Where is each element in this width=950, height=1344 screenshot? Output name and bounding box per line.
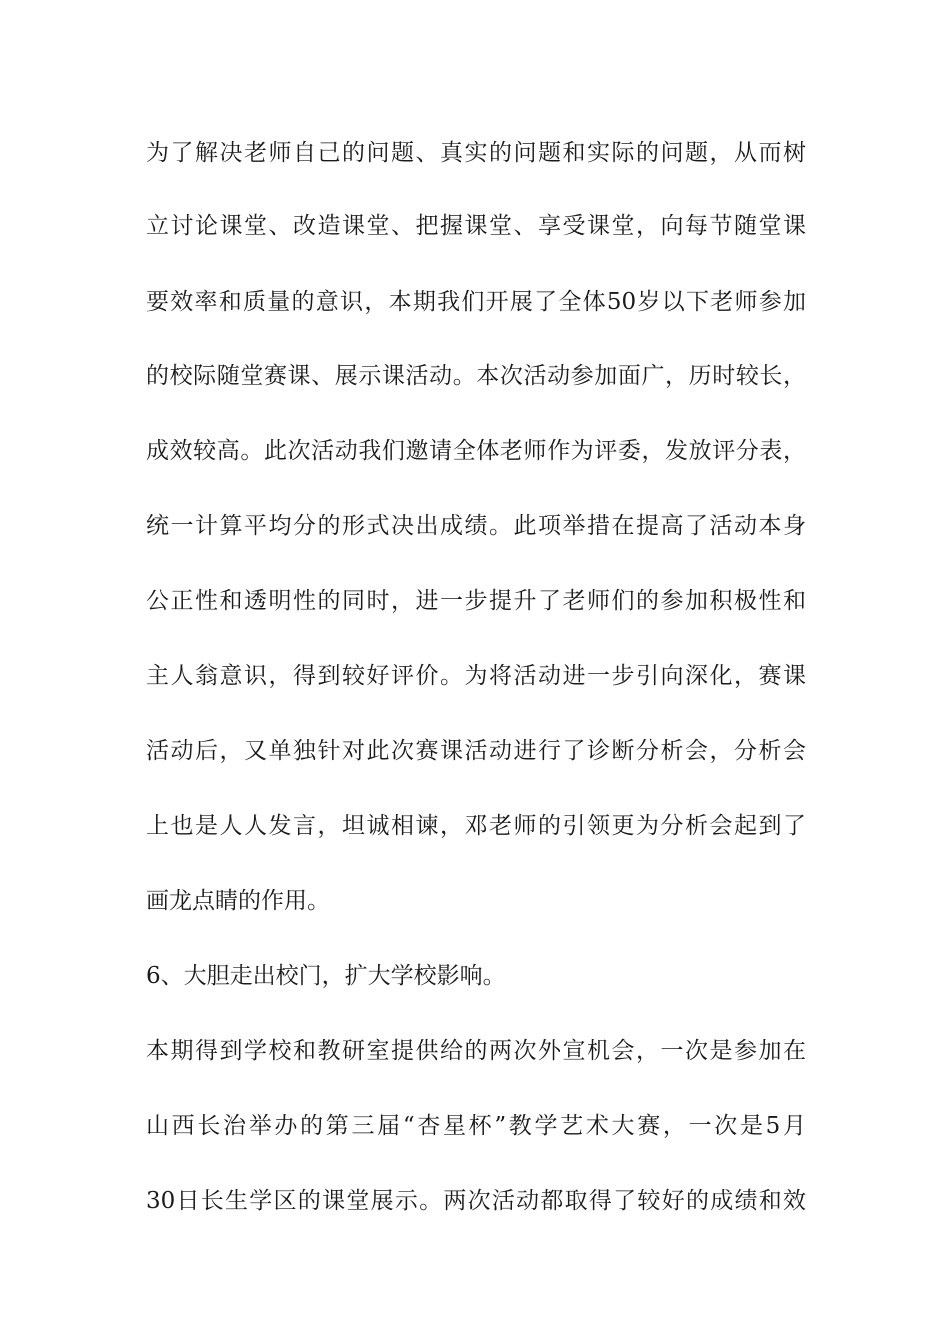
text-line-6: 统一计算平均分的形式决出成绩。此项举措在提高了活动本身: [146, 513, 806, 539]
text-line-8: 主人翁意识，得到较好评价。为将活动进一步引向深化，赛课: [146, 663, 806, 689]
paragraph-end-line: 画龙点睛的作用。: [146, 888, 330, 914]
text-line-14: 山西长治举办的第三届“杏星杯”教学艺术大赛，一次是5月: [146, 1113, 806, 1139]
text-line-1: 为了解决老师自己的问题、真实的问题和实际的问题，从而树: [146, 140, 806, 166]
text-line-3: 要效率和质量的意识，本期我们开展了全体50岁以下老师参加: [146, 289, 806, 315]
text-line-9: 活动后，又单独针对此次赛课活动进行了诊断分析会，分析会: [146, 738, 806, 764]
text-line-13: 本期得到学校和教研室提供给的两次外宣机会，一次是参加在: [146, 1038, 806, 1064]
section-heading: 6、大胆走出校门，扩大学校影响。: [146, 963, 506, 989]
text-line-10: 上也是人人发言，坦诚相谏，邓老师的引领更为分析会起到了: [146, 813, 806, 839]
text-line-5: 成效较高。此次活动我们邀请全体老师作为评委，发放评分表，: [146, 438, 806, 464]
text-line-4: 的校际随堂赛课、展示课活动。本次活动参加面广，历时较长，: [146, 363, 806, 389]
text-line-15: 30日长生学区的课堂展示。两次活动都取得了较好的成绩和效: [146, 1188, 806, 1214]
text-line-7: 公正性和透明性的同时，进一步提升了老师们的参加积极性和: [146, 588, 806, 614]
text-line-2: 立讨论课堂、改造课堂、把握课堂、享受课堂，向每节随堂课: [146, 213, 806, 239]
